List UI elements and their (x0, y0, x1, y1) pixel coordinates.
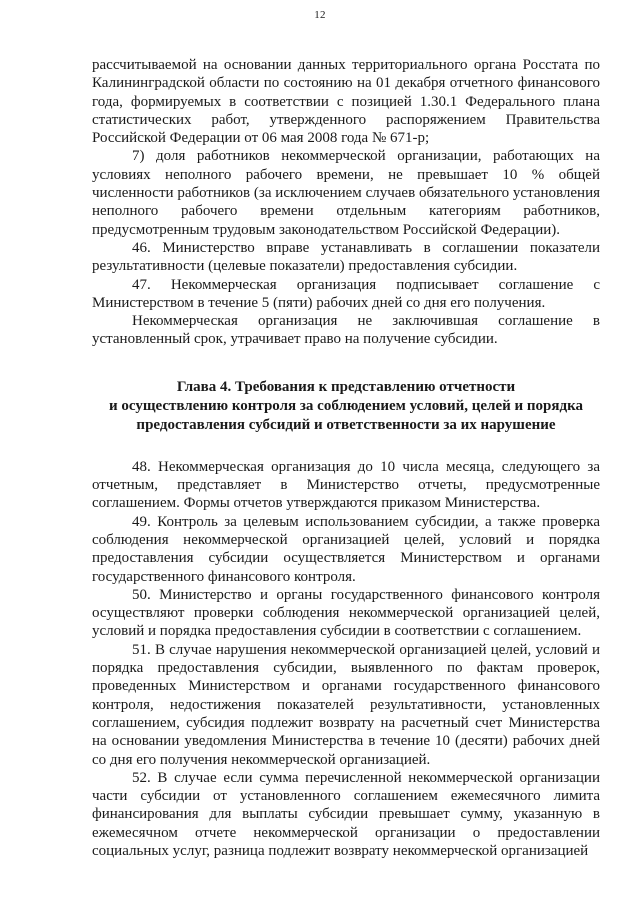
paragraph-46: 46. Министерство вправе устанавливать в соглашении показатели результативности (целевые показатели) предоставления субсидии. (92, 239, 600, 275)
chapter-heading-line-2: и осуществлению контроля за соблюдением условий, целей и порядка (108, 397, 584, 414)
paragraph-47: 47. Некоммерческая организация подписывает соглашение с Министерством в течение 5 (пяти) рабочих дней со дня его получения. (92, 276, 600, 311)
paragraph-continuation: рассчитываемой на основании данных территориального органа Росстата по Калининградской области по состоянию на 01 декабря отчетного финансового года, формируемых в соответствии с позицией 1.30.1 Федерального плана статистических работ, утвержденного распоряжением Правительства Российской Федерации от 06 мая 2008 года № 671-р; (92, 57, 600, 147)
chapter-heading-line-3: предоставления субсидий и ответственности за их нарушение (136, 416, 556, 433)
paragraph-48: 48. Некоммерческая организация до 10 числа месяца, следующего за отчетным, представляет в Министерство отчеты, предусмотренные соглашением. Формы отчетов утверждаются приказом Министерства. (92, 458, 600, 512)
paragraph-item-7: 7) доля работников некоммерческой организации, работающих на условиях неполного рабочего времени, не превышает 10 % общей численности работников (за исключением случаев обязательного установления неполного рабочего времени отдельным категориям работников, предусмотренным трудовым законодательством Российской Федерации). (92, 148, 600, 238)
chapter-heading (92, 378, 600, 435)
page-number: 12 (314, 9, 326, 21)
document-body (92, 56, 600, 860)
paragraph-51: 51. В случае нарушения некоммерческой организацией целей, условий и порядка предоставления субсидии, выявленного по фактам проверок, проведенных Министерством и органами государственного финансового контроля, недостижения показателей результативности, установленных соглашением, субсидия подлежит возврату на расчетный счет Министерства на основании уведомления Министерства в течение 10 (десяти) рабочих дней со дня его получения некоммерческой организацией. (92, 641, 600, 768)
paragraph-52: 52. В случае если сумма перечисленной некоммерческой организации части субсидии от установленного соглашением ежемесячного лимита финансирования для выплаты субсидии превышает сумму, указанную в ежемесячном отчете некоммерческой организации о предоставлении социальных услуг, разница подлежит возврату некоммерческой организацией (92, 769, 600, 859)
paragraph-49: 49. Контроль за целевым использованием субсидии, а также проверка соблюдения некоммерческой организацией целей, условий и порядка предоставления субсидии осуществляется Министерством и органами государственного финансового контроля. (92, 513, 600, 585)
paragraph-47-note: Некоммерческая организация не заключившая соглашение в установленный срок, утрачивает право на получение субсидии. (92, 313, 600, 348)
paragraph-50: 50. Министерство и органы государственного финансового контроля осуществляют проверки соблюдения некоммерческой организацией целей, условий и порядка предоставления субсидии в соответствии с соглашением. (92, 586, 600, 640)
chapter-heading-line-1: Глава 4. Требования к представлению отчетности (176, 378, 516, 395)
